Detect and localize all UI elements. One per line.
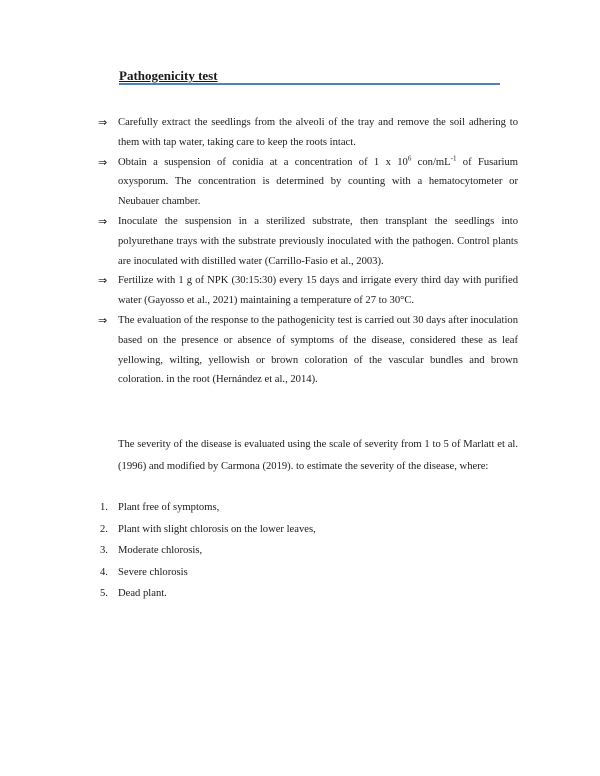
procedure-item-4 [98,271,518,311]
scale-number: 1. [100,502,108,513]
procedure-text-part: of Fusarium oxysporum. The concentration is determined by counting with a hematocytometer or Neubauer chamber. [118,156,518,208]
procedure-item-2 [98,153,518,212]
scale-label: Severe chlorosis [118,566,188,578]
procedure-text: Carefully extract the seedlings from the alveoli of the tray and remove the soil adhering to them with tap water, taking care to keep the roots intact. [118,117,518,148]
severity-scale-list [100,497,316,605]
severity-paragraph: The severity of the disease is evaluated using the scale of severity from 1 to 5 of Marlatt et al. (1996) and modified by Carmona (2019). to estimate the severity of the disease, where: [118,439,518,472]
procedure-item-5 [98,311,518,390]
procedure-list [98,113,518,390]
scale-item-4 [100,562,316,584]
scale-item-2 [100,519,316,541]
scale-label: Moderate chlorosis, [118,545,203,556]
double-arrow-icon: ⇒ [98,274,108,288]
procedure-text: The evaluation of the response to the pathogenicity test is carried out 30 days after inoculation based on the presence or absence of symptoms of the disease, considered these as leaf yellowing, wilting, yellowish or brown coloration of the vascular bundles and brown coloration. in the root (Hernández et al., 2014). [118,314,518,386]
scale-item-1 [100,497,316,519]
scale-label: Plant free of symptoms, [118,502,220,513]
section-heading [119,68,500,84]
double-arrow-icon: ⇒ [98,214,108,228]
double-arrow-icon: ⇒ [98,313,108,327]
procedure-text: Inoculate the suspension in a sterilized substrate, then transplant the seedlings into polyurethane trays with the substrate previously inoculated with the pathogen. Control plants are inoculated with distilled water (Carrillo-Fasio et al., 2003). [118,215,518,267]
page-title: Pathogenicity test [119,68,218,83]
scale-number: 3. [100,545,108,556]
scale-number: 2. [100,523,108,535]
procedure-text-part: con/mL [411,156,451,168]
scale-item-3 [100,540,316,562]
procedure-text [118,154,518,208]
superscript: -1 [450,154,457,163]
scale-label: Dead plant. [118,588,167,599]
procedure-item-3 [98,212,518,271]
scale-item-5 [100,583,316,605]
superscript: 6 [407,154,412,163]
procedure-text: Fertilize with 1 g of NPK (30:15:30) every 15 days and irrigate every third day with purified water (Gayosso et al., 2021) maintaining a temperature of 27 to 30°C. [118,275,518,307]
heading-underline-rule [119,83,500,85]
scale-number: 4. [100,566,108,578]
scale-number: 5. [100,588,108,599]
procedure-item-1 [98,113,518,153]
double-arrow-icon: ⇒ [98,155,108,169]
procedure-text-part: Obtain a suspension of conidia at a concentration of 1 x 10 [118,156,408,168]
scale-label: Plant with slight chlorosis on the lower leaves, [118,523,316,535]
double-arrow-icon: ⇒ [98,116,108,129]
